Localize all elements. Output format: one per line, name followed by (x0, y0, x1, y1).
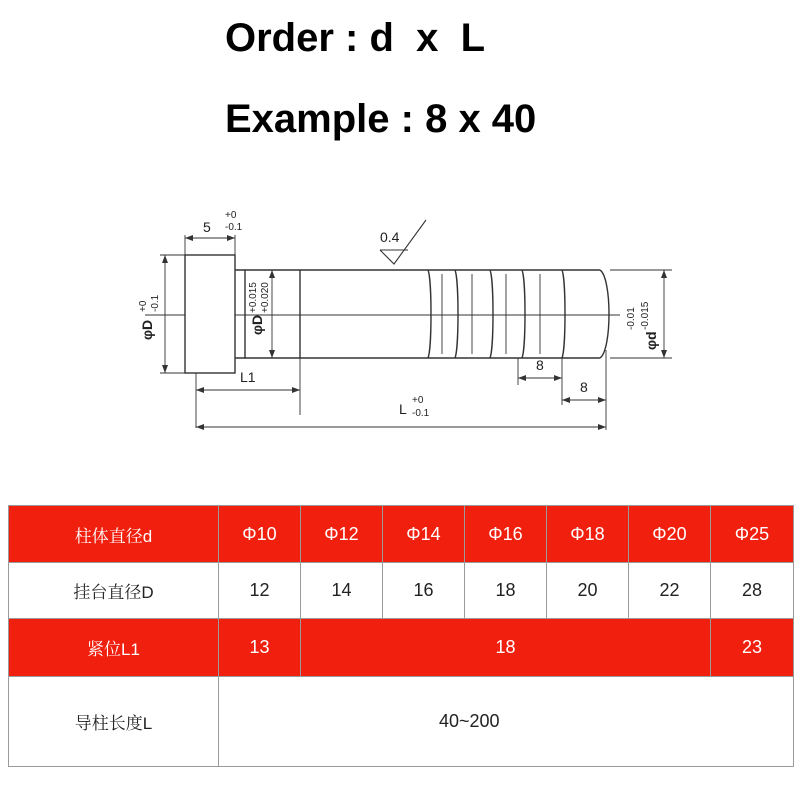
row-head-diameter (9, 563, 794, 619)
D-inner-tol-upper: +0.015 (248, 282, 259, 313)
pillar-body (300, 270, 609, 358)
cell-d: Φ20 (629, 506, 711, 563)
order-format-heading: Order : d x L (225, 16, 486, 60)
cell-d: Φ14 (383, 506, 465, 563)
D-outer-tol-upper: +0 (138, 300, 149, 312)
spec-table (8, 505, 794, 767)
end-length-label: 8 (580, 379, 588, 395)
cell-d: Φ25 (711, 506, 794, 563)
cell-d: Φ10 (219, 506, 301, 563)
cell-d: Φ12 (301, 506, 383, 563)
row-pillar-diameter (9, 506, 794, 563)
D-inner-label: φD (249, 314, 265, 335)
cell-D: 16 (383, 563, 465, 619)
roughness-label: 0.4 (380, 229, 400, 245)
cell-D: 14 (301, 563, 383, 619)
d-tol-upper: -0.01 (626, 307, 637, 330)
cell-D: 18 (465, 563, 547, 619)
cell-L-range: 40~200 (219, 677, 794, 767)
head-tol-lower: -0.1 (225, 222, 243, 233)
L-tol-upper: +0 (412, 395, 424, 406)
D-outer-label: φD (139, 319, 155, 340)
d-label: φd (643, 331, 659, 350)
row-label-head-diameter: 挂台直径D (9, 563, 219, 619)
row-label-pillar-diameter: 柱体直径d (9, 506, 219, 563)
cell-L1-middle: 18 (301, 619, 711, 677)
cell-D: 28 (711, 563, 794, 619)
cell-D: 22 (629, 563, 711, 619)
row-pillar-length (9, 677, 794, 767)
guide-pillar-drawing (0, 190, 800, 450)
row-fit-length (9, 619, 794, 677)
cell-d: Φ16 (465, 506, 547, 563)
D-outer-tol-lower: -0.1 (150, 294, 161, 312)
head-tol-upper: +0 (225, 210, 237, 221)
L-tol-lower: -0.1 (412, 408, 430, 419)
order-example-heading: Example : 8 x 40 (225, 97, 537, 141)
neck-outline (235, 270, 245, 358)
groove-pitch-label: 8 (536, 357, 544, 373)
head-width-label: 5 (203, 219, 211, 235)
cell-L1-last: 23 (711, 619, 794, 677)
L-label: L (399, 401, 407, 417)
L1-label: L1 (240, 369, 256, 385)
cell-D: 12 (219, 563, 301, 619)
d-tol-lower: -0.015 (640, 301, 651, 330)
cell-D: 20 (547, 563, 629, 619)
D-inner-tol-lower: +0.020 (260, 282, 271, 313)
head-flange (185, 255, 235, 373)
row-label-fit-length: 紧位L1 (9, 619, 219, 677)
cell-d: Φ18 (547, 506, 629, 563)
row-label-pillar-length: 导柱长度L (9, 677, 219, 767)
cell-L1-first: 13 (219, 619, 301, 677)
